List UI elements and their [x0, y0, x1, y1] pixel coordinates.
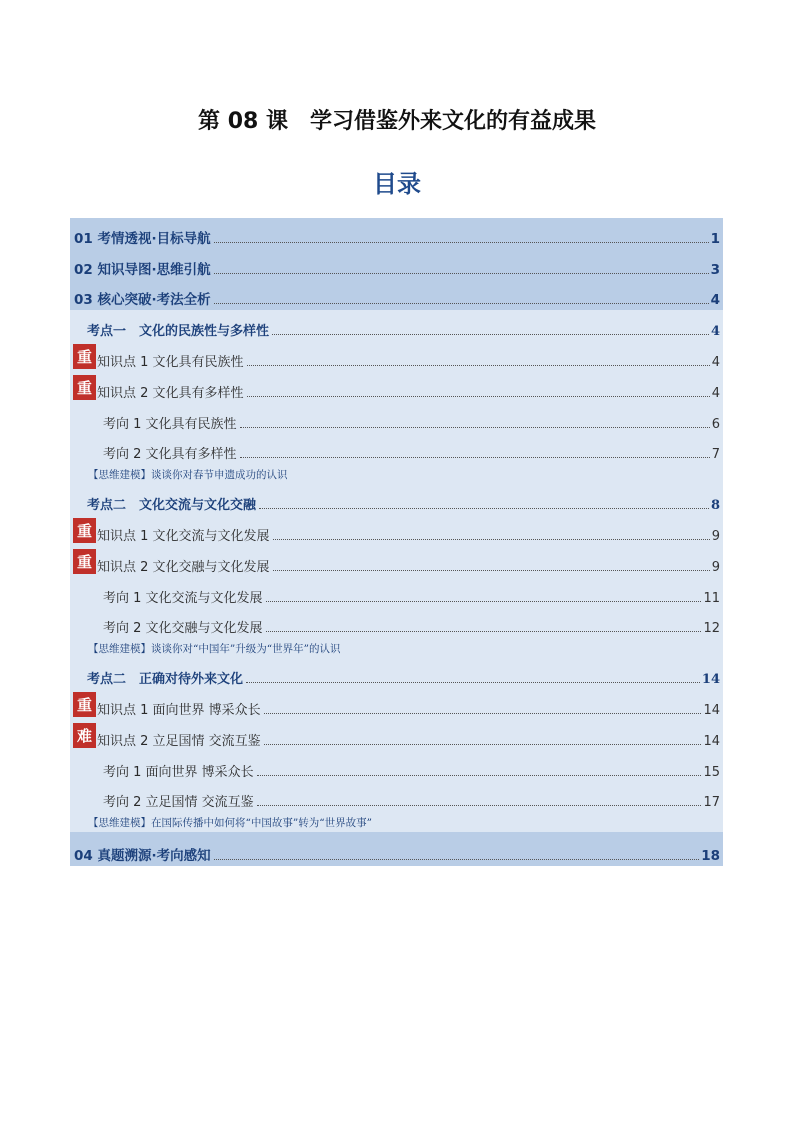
dot-leader	[273, 539, 710, 540]
key-point-badge: 重	[73, 518, 96, 543]
toc-kaoxiang[interactable]	[70, 782, 723, 813]
dot-leader	[214, 273, 709, 274]
toc-page: 8	[710, 498, 720, 514]
toc-label: 【思维建模】谈谈你对春节申遗成功的认识	[88, 469, 288, 482]
dot-leader	[246, 682, 700, 683]
dot-leader	[247, 365, 710, 366]
toc-section-03[interactable]	[70, 280, 723, 311]
toc-label: 考向 2 立足国情 交流互鉴	[103, 795, 254, 811]
toc-label: 01 考情透视·目标导航	[74, 230, 211, 247]
toc-zhishidian[interactable]	[70, 546, 723, 577]
toc-page: 18	[701, 848, 720, 865]
toc-page: 4	[710, 324, 720, 340]
toc-kaoxiang[interactable]	[70, 608, 723, 639]
toc-page: 11	[703, 590, 720, 606]
toc-kaoxiang[interactable]	[70, 403, 723, 434]
toc-label: 04 真题溯源·考向感知	[74, 848, 211, 865]
toc-page: 9	[711, 559, 720, 575]
toc-kaoxiang[interactable]	[70, 751, 723, 782]
dot-leader	[240, 457, 710, 458]
table-of-contents	[70, 218, 723, 866]
toc-zhishidian[interactable]	[70, 720, 723, 751]
toc-label: 【思维建模】谈谈你对“中国年”升级为“世界年”的认识	[88, 643, 341, 656]
page-title: 第 08 课 学习借鉴外来文化的有益成果	[198, 109, 596, 134]
toc-zhishidian[interactable]	[70, 689, 723, 720]
toc-page: 14	[701, 672, 720, 688]
toc-kaodian-2[interactable]	[70, 484, 723, 515]
toc-label: 03 核心突破·考法全析	[74, 292, 211, 309]
toc-page: 14	[703, 733, 720, 749]
toc-label: 知识点 1 文化交流与文化发展	[97, 528, 270, 544]
toc-label: 知识点 2 文化具有多样性	[97, 385, 244, 401]
toc-kaodian-3[interactable]	[70, 658, 723, 689]
toc-label: 知识点 2 文化交融与文化发展	[97, 559, 270, 575]
toc-page: 6	[711, 416, 720, 432]
key-point-badge: 重	[73, 692, 96, 717]
toc-label: 考向 2 文化具有多样性	[103, 447, 237, 463]
toc-label: 考向 2 文化交融与文化发展	[103, 621, 263, 637]
toc-kaoxiang[interactable]	[70, 434, 723, 465]
toc-label: 考点一 文化的民族性与多样性	[87, 324, 270, 340]
toc-label: 知识点 1 文化具有民族性	[97, 354, 244, 370]
toc-page: 7	[711, 447, 720, 463]
toc-page: 9	[711, 528, 720, 544]
dot-leader	[257, 805, 702, 806]
toc-page: 4	[711, 354, 720, 370]
key-point-badge: 重	[73, 344, 96, 369]
toc-label: 知识点 1 面向世界 博采众长	[97, 702, 261, 718]
toc-section-01[interactable]	[70, 218, 723, 249]
dot-leader	[259, 508, 709, 509]
toc-zhishidian[interactable]	[70, 372, 723, 403]
toc-label: 考点二 文化交流与文化交融	[87, 498, 257, 514]
toc-page: 4	[710, 292, 720, 309]
dot-leader	[272, 334, 709, 335]
dot-leader	[214, 303, 709, 304]
difficult-point-badge: 难	[73, 723, 96, 748]
toc-page: 15	[703, 764, 720, 780]
toc-page: 12	[703, 621, 720, 637]
key-point-badge: 重	[73, 375, 96, 400]
toc-zhishidian[interactable]	[70, 515, 723, 546]
dot-leader	[266, 631, 702, 632]
toc-page: 14	[703, 702, 720, 718]
dot-leader	[266, 601, 702, 602]
toc-zhishidian[interactable]	[70, 341, 723, 372]
toc-label: 知识点 2 立足国情 交流互鉴	[97, 733, 261, 749]
toc-label: 考向 1 文化具有民族性	[103, 416, 237, 432]
dot-leader	[257, 775, 702, 776]
toc-kaoxiang[interactable]	[70, 577, 723, 608]
dot-leader	[214, 242, 709, 243]
toc-siwei-jianmo[interactable]	[70, 638, 723, 658]
dot-leader	[240, 427, 710, 428]
dot-leader	[264, 744, 702, 745]
toc-section-02[interactable]	[70, 249, 723, 280]
key-point-badge: 重	[73, 549, 96, 574]
dot-leader	[247, 396, 710, 397]
toc-label: 【思维建模】在国际传播中如何将“中国故事”转为“世界故事”	[88, 817, 372, 830]
toc-page: 17	[703, 795, 720, 811]
toc-page: 1	[710, 230, 720, 247]
dot-leader	[273, 570, 710, 571]
dot-leader	[214, 859, 700, 860]
toc-page: 4	[711, 385, 720, 401]
toc-label: 考向 1 文化交流与文化发展	[103, 590, 263, 606]
dot-leader	[264, 713, 702, 714]
toc-kaodian-1[interactable]	[70, 310, 723, 341]
toc-siwei-jianmo[interactable]	[70, 812, 723, 832]
toc-label: 考向 1 面向世界 博采众长	[103, 764, 254, 780]
toc-label: 02 知识导图·思维引航	[74, 261, 211, 278]
toc-page: 3	[710, 261, 720, 278]
toc-label: 考点二 正确对待外来文化	[87, 672, 244, 688]
toc-siwei-jianmo[interactable]	[70, 464, 723, 484]
toc-heading: 目录	[373, 170, 421, 198]
toc-section-04[interactable]	[70, 832, 723, 866]
